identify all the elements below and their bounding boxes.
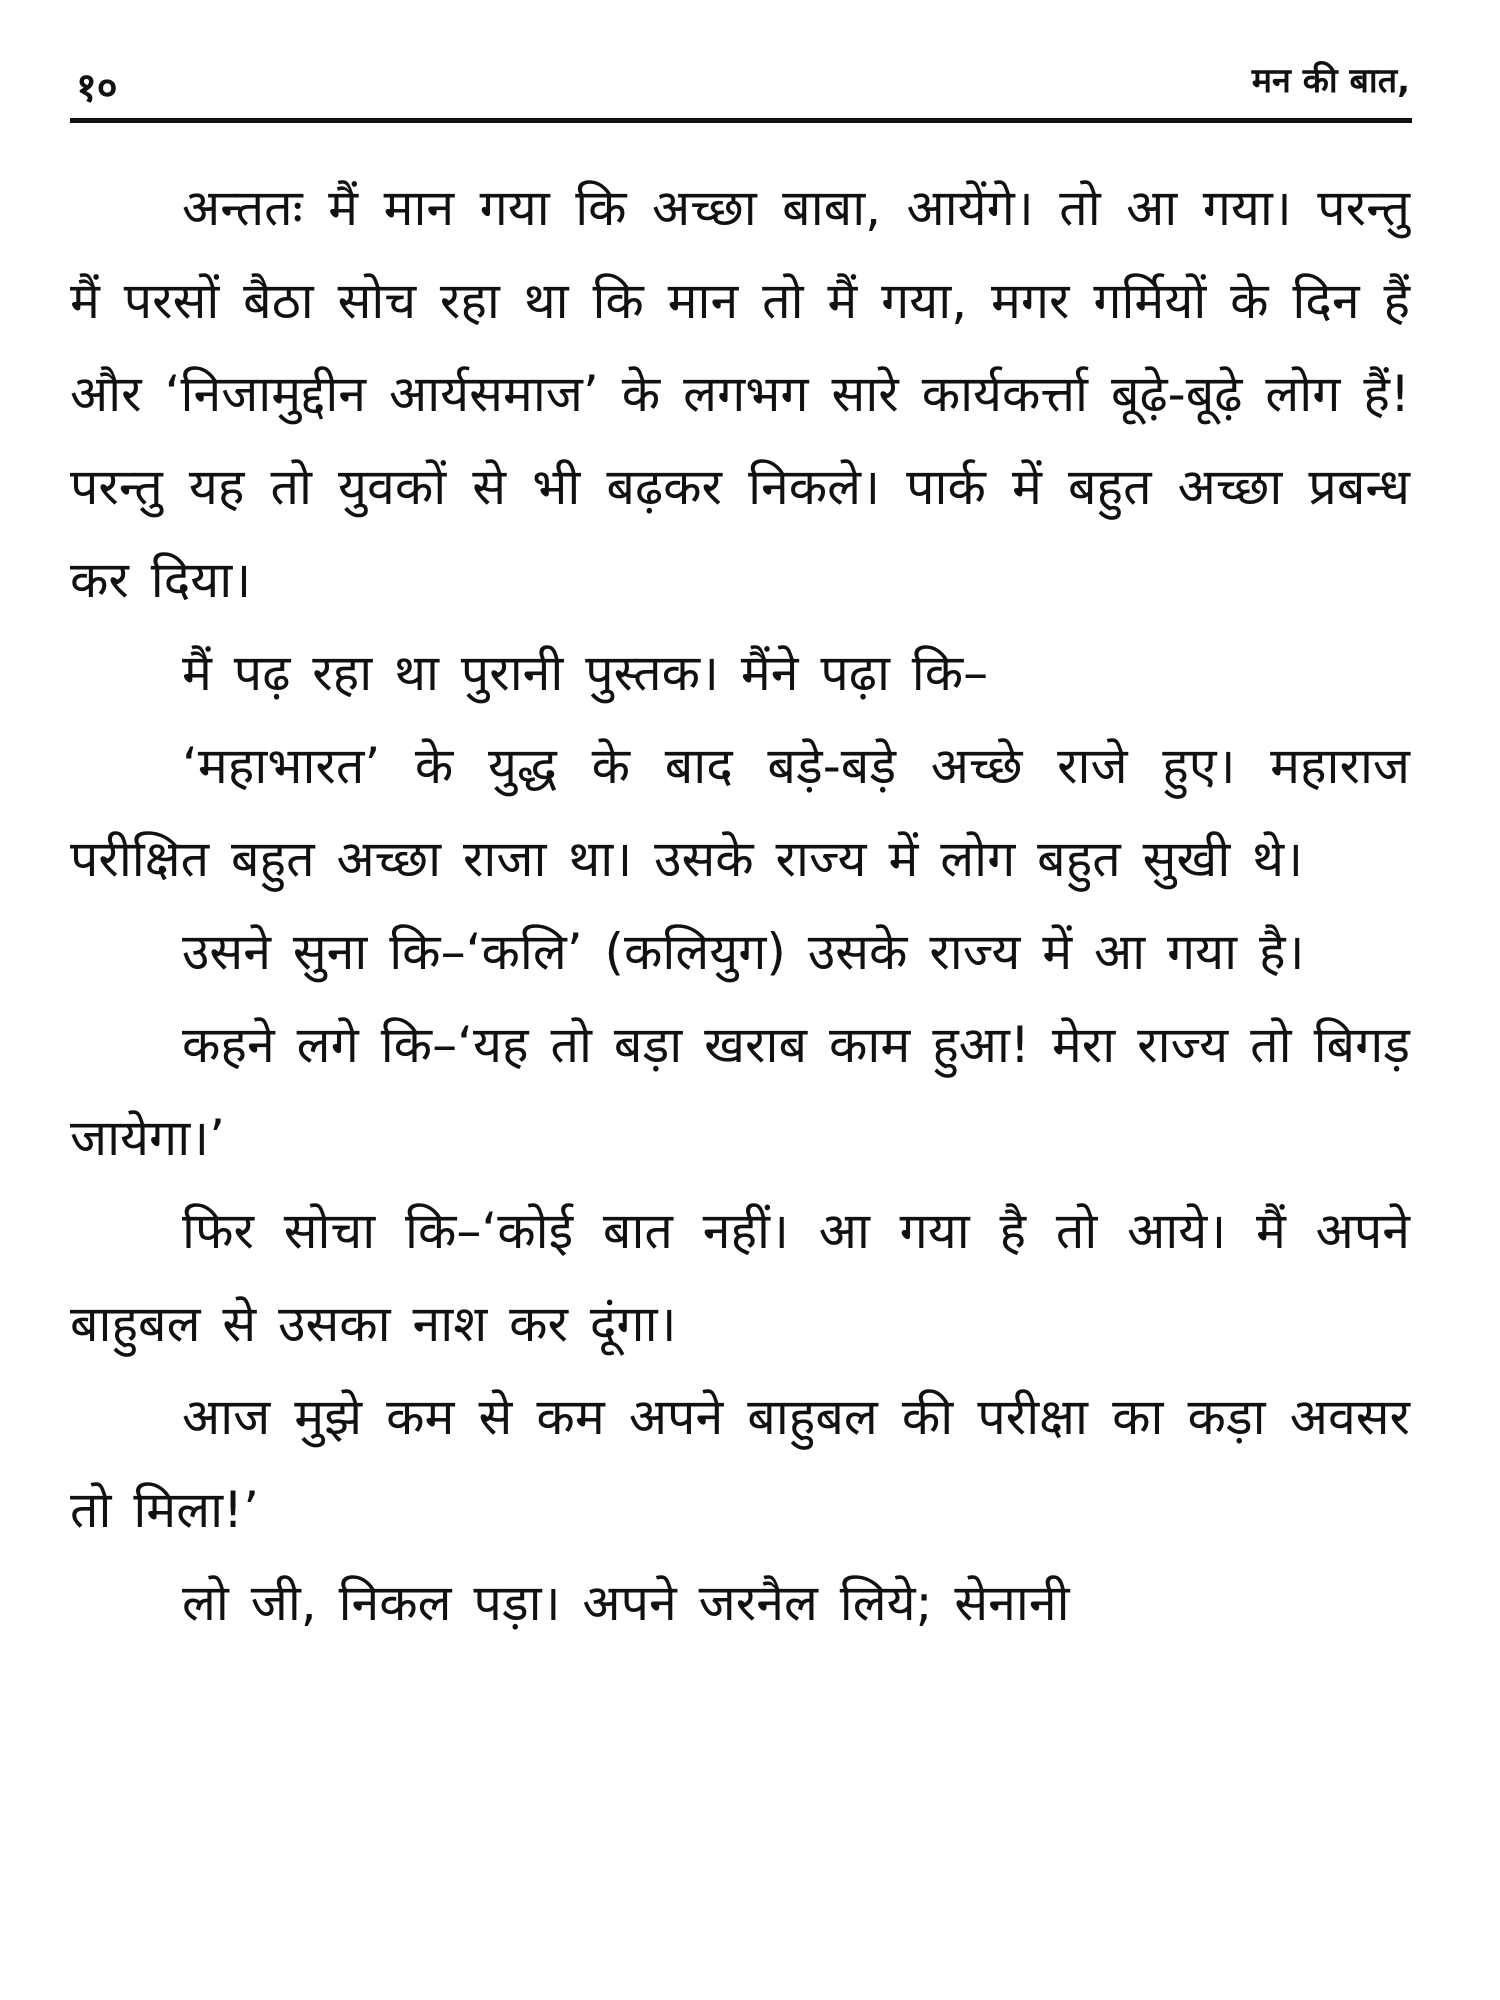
running-title: मन की बात, [1251,61,1410,101]
body-text [70,162,1410,1650]
paragraph: मैं पढ़ रहा था पुरानी पुस्तक। मैंने पढ़ा कि– [182,644,989,702]
paragraph: उसने सुना कि–‘कलि’ (कलियुग) उसके राज्य में आ गया है। [182,923,1305,981]
paragraph: फिर सोचा कि–‘कोई बात नहीं। आ गया है तो आये। मैं अपने बाहुबल से उसका नाश कर दूंगा। [70,1202,1410,1353]
page-number: १० [76,65,118,111]
paragraph: आज मुझे कम से कम अपने बाहुबल की परीक्षा का कड़ा अवसर तो मिला!’ [70,1388,1410,1539]
paragraph: लो जी, निकल पड़ा। अपने जरनैल लिये; सेनानी [182,1574,1070,1632]
paragraph: ‘महाभारत’ के युद्ध के बाद बड़े-बड़े अच्छे राजे हुए। महाराज परीक्षित बहुत अच्छा राजा था। उसके राज्य में लोग बहुत सुखी थे। [70,737,1410,888]
paragraph: अन्ततः मैं मान गया कि अच्छा बाबा, आयेंगे। तो आ गया। परन्तु मैं परसों बैठा सोच रहा था कि मान तो मैं गया, मगर गर्मियों के दिन हैं और ‘निजामुद्दीन आर्यसमाज’ के लगभग सारे कार्यकर्त्ता बूढ़े-बूढ़े लोग हैं! परन्तु यह तो युवकों से भी बढ़कर निकले। पार्क में बहुत अच्छा प्रबन्ध कर दिया। [70,179,1410,609]
header-rule [70,118,1412,123]
page-header [70,52,1410,118]
paragraph: कहने लगे कि–‘यह तो बड़ा खराब काम हुआ! मेरा राज्य तो बिगड़ जायेगा।’ [70,1016,1410,1167]
